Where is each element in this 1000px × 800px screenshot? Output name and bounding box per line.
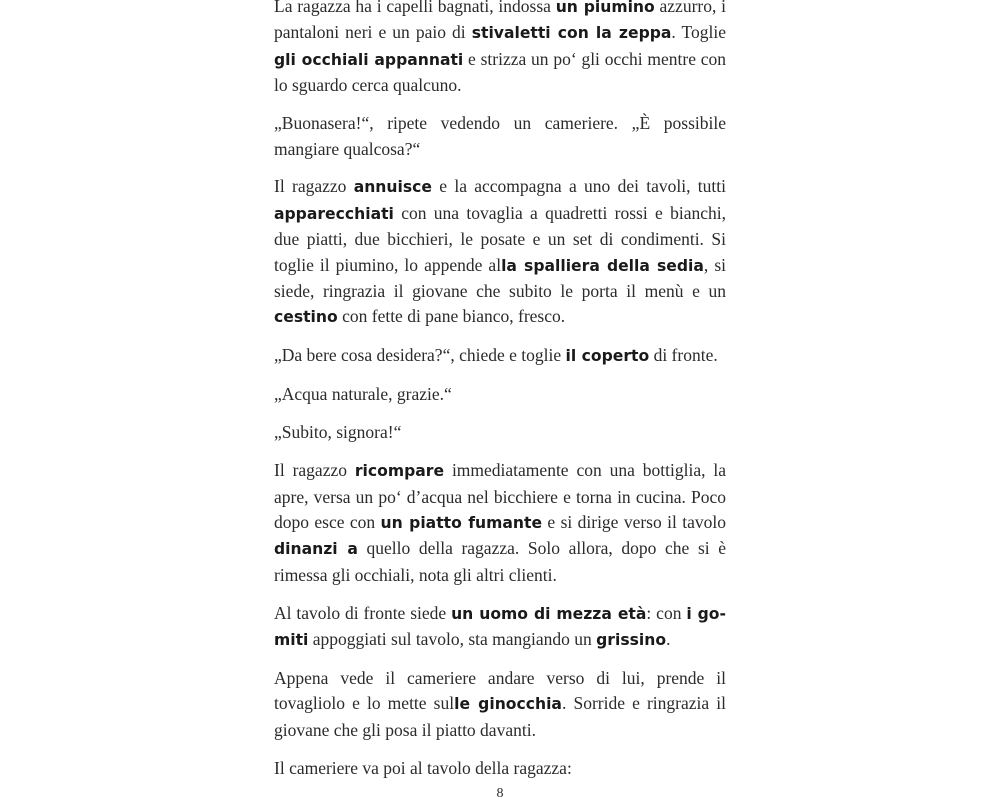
paragraph: [274, 458, 726, 588]
text-run: azzurro, i pantaloni neri e un paio di: [274, 0, 726, 43]
paragraph: [274, 601, 726, 654]
text-run: „Subito, signora!“: [274, 422, 402, 443]
paragraph: [274, 420, 726, 445]
text-run: : con: [646, 602, 687, 623]
bold-phrase: gli occhiali appannati: [274, 50, 464, 69]
text-run: „Da bere cosa desidera?“, chiede e toglie: [274, 345, 566, 366]
paragraph: [274, 343, 726, 369]
page-number: 8: [496, 786, 504, 800]
text-run: La ragazza ha i capelli bagnati, indossa: [274, 0, 556, 16]
bold-phrase: i go-miti: [274, 604, 726, 650]
text-run: Il cameriere va poi al tavolo della ragazza:: [274, 757, 572, 778]
text-run: con fette di pane bianco, fresco.: [337, 306, 566, 327]
text-run: .: [666, 629, 671, 650]
bold-phrase: un piatto fumante: [380, 513, 543, 532]
paragraph: [274, 756, 726, 781]
text-run: quello della ragazza. Solo allora, dopo che si è rimessa gli occhiali, nota gli altri clienti.: [274, 538, 726, 585]
text-run: . Sorride e ringrazia il giovane che gli posa il piatto davanti.: [274, 693, 726, 740]
text-run: con una tovaglia a quadretti rossi e bianchi, due piatti, due bicchieri, le posate e un set di condimenti. Si toglie il piumino, lo appende al: [274, 202, 726, 275]
bold-phrase: le ginocchia: [454, 695, 562, 714]
bold-phrase: stivaletti con la zeppa: [471, 24, 672, 43]
bold-phrase: un piumino: [555, 0, 655, 16]
text-run: e strizza un po‘ gli occhi mentre con lo sguardo cerca qualcuno.: [274, 48, 727, 96]
bold-phrase: il coperto: [565, 347, 650, 366]
text-run: e si dirige verso il tavolo: [542, 511, 726, 532]
text-run: Il ragazzo: [274, 460, 355, 481]
bold-phrase: un uomo di mezza età: [451, 604, 647, 623]
bold-phrase: ricompare: [354, 462, 445, 481]
bold-phrase: cestino: [274, 308, 338, 327]
paragraph: [274, 174, 726, 330]
text-run: „Acqua naturale, grazie.“: [274, 384, 452, 405]
text-run: di fronte.: [649, 345, 718, 366]
paragraph: [274, 382, 726, 407]
bold-phrase: la spalliera della sedia: [501, 256, 704, 275]
text-run: Il ragazzo: [274, 176, 354, 197]
bold-phrase: annuisce: [353, 178, 432, 197]
bold-phrase: apparecchiati: [274, 204, 394, 223]
text-run: , si siede, ringrazia il giovane che subito le porta il menù e un: [274, 254, 726, 302]
text-run: e la accompagna a uno dei tavoli, tutti: [431, 176, 727, 197]
text-run: Appena vede il cameriere andare verso di lui, prende il tovagliolo e lo mette sul: [274, 667, 726, 714]
bold-phrase: grissino: [596, 631, 667, 650]
bold-phrase: dinanzi a: [274, 540, 358, 559]
paragraph: [274, 111, 726, 162]
text-run: Al tavolo di fronte siede: [274, 602, 452, 623]
paragraph: [274, 666, 726, 743]
text-run: appoggiati sul tavolo, sta mangiando un: [308, 629, 597, 650]
text-run: . Toglie: [671, 22, 726, 43]
text-run: immediatamente con una bottiglia, la apre, versa un po‘ d’acqua nel bicchiere e torna in cucina. Poco dopo esce con: [274, 460, 726, 532]
paragraph: [274, 0, 726, 99]
text-run: „Buonasera!“, ripete vedendo un cameriere. „È possibile mangiare qualcosa?“: [274, 113, 726, 159]
text-column: [274, 0, 726, 794]
